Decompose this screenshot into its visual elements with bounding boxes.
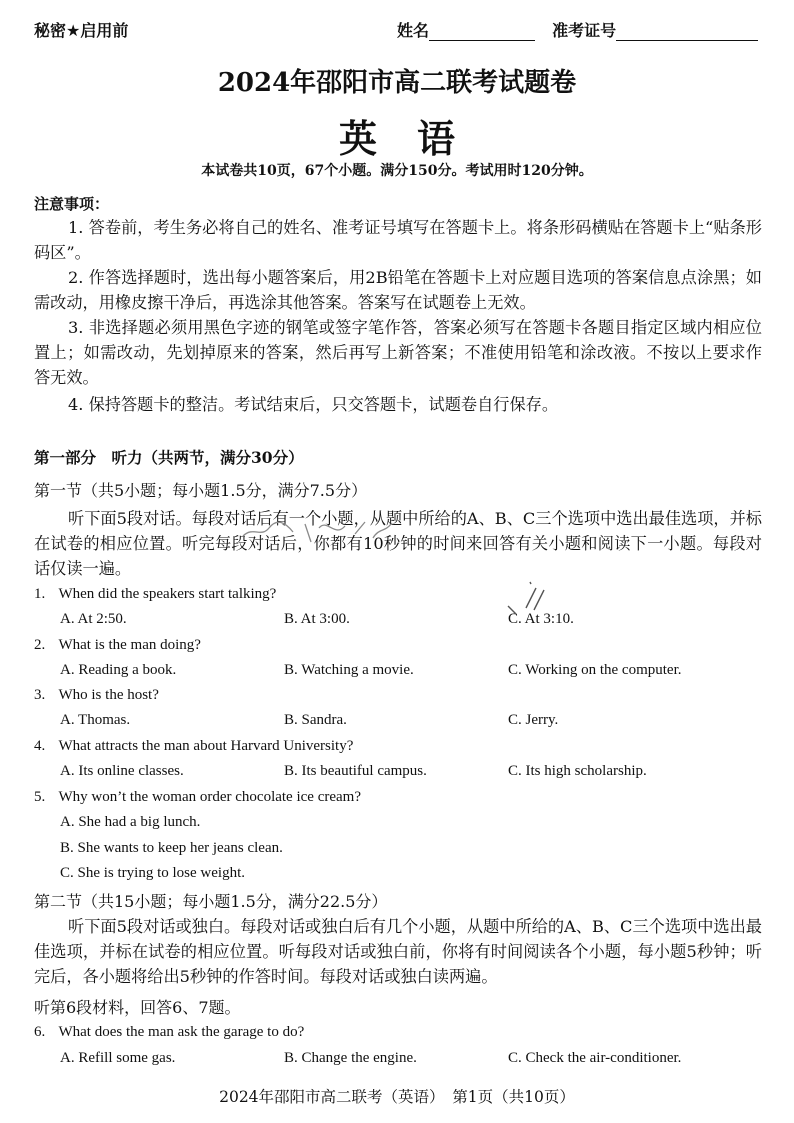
option-c[interactable]: C. Check the air-conditioner. [508,1050,682,1066]
question-number: 5. [34,789,46,805]
question-5 [34,789,361,806]
name-label: 姓名 [397,21,430,40]
option-c[interactable]: C. Jerry. [508,712,559,728]
page-footer: 2024年邵阳市高二联考（英语） 第1页（共10页） [219,1088,575,1106]
question-text: What does the man ask the garage to do? [58,1024,305,1040]
exam-info: 本试卷共10页，67个小题。满分150分。考试用时120分钟。 [201,163,593,179]
note-item: 1. 答卷前，考生务必将自己的姓名、准考证号填写在答题卡上。将条形码横贴在答题卡上“贴条形码区”。 [34,218,762,262]
note-item: 3. 非选择题必须用黑色字迹的钢笔或签字笔作答，答案必须写在答题卡各题目指定区域内相应位置上；如需改动，先划掉原来的答案，然后再写上新答案；不准使用铅笔和涂改液。不按以上要求作答无效。 [34,318,762,387]
material-6-label: 听第6段材料，回答6、7题。 [34,998,241,1017]
section2-instructions: 听下面5段对话或独白。每段对话或独白后有几个小题，从题中所给的A、B、C三个选项中选出最佳选项，并标在试卷的相应位置。听每段对话或独白前，你将有时间阅读各个小题，每小题5秒钟；听完后，各小题将给出5秒钟的作答时间。每段对话或独白读两遍。 [34,917,762,986]
question-1 [34,586,276,603]
question-number: 2. [34,637,46,653]
exam-id-label: 准考证号 [552,21,617,40]
exam-title: 2024年邵阳市高二联考试题卷 [217,68,577,98]
note-item: 2. 作答选择题时，选出每小题答案后，用2B铅笔在答题卡上对应题目选项的答案信息点涂黑；如需改动，用橡皮擦干净后，再选涂其他答案。答案写在试题卷上无效。 [34,268,762,312]
question-number: 1. [34,586,46,602]
question-number: 4. [34,738,46,754]
option-a[interactable]: A. She had a big lunch. [60,814,201,830]
option-b[interactable]: B. Its beautiful campus. [284,763,427,779]
question-4 [34,738,353,755]
option-a[interactable]: A. Its online classes. [60,763,184,779]
question-6 [34,1024,304,1041]
section2-heading: 第二节（共15小题；每小题1.5分，满分22.5分） [34,892,388,911]
question-2 [34,637,201,654]
option-a[interactable]: A. Refill some gas. [60,1050,176,1066]
notes-heading: 注意事项： [34,195,110,213]
option-b[interactable]: B. Watching a movie. [284,662,414,678]
candidate-info-fields [397,18,758,41]
question-text: Who is the host? [58,687,159,703]
option-b[interactable]: B. At 3:00. [284,611,350,627]
question-text: Why won’t the woman order chocolate ice cream? [58,789,361,805]
part1-heading: 第一部分 听力（共两节，满分30分） [34,448,304,467]
section1-heading: 第一节（共5小题；每小题1.5分，满分7.5分） [34,481,368,500]
name-field[interactable] [429,24,535,41]
option-a[interactable]: A. Reading a book. [60,662,177,678]
option-a[interactable]: A. At 2:50. [60,611,127,627]
option-c[interactable]: C. She is trying to lose weight. [60,865,245,881]
option-c[interactable]: C. At 3:10. [508,611,574,627]
question-text: When did the speakers start talking? [58,586,277,602]
question-text: What attracts the man about Harvard University? [58,738,354,754]
secret-label: 秘密★启用前 [34,21,129,40]
question-text: What is the man doing? [58,637,201,653]
option-b[interactable]: B. Sandra. [284,712,347,728]
option-a[interactable]: A. Thomas. [60,712,131,728]
note-item: 4. 保持答题卡的整洁。考试结束后，只交答题卡，试题卷自行保存。 [68,395,559,414]
option-c[interactable]: C. Its high scholarship. [508,763,647,779]
option-b[interactable]: B. She wants to keep her jeans clean. [60,840,283,856]
question-3 [34,687,159,704]
option-c[interactable]: C. Working on the computer. [508,662,682,678]
exam-id-field[interactable] [616,24,758,41]
subject-title: 英语 [338,116,495,161]
question-number: 6. [34,1024,46,1040]
option-b[interactable]: B. Change the engine. [284,1050,417,1066]
section1-instructions: 听下面5段对话。每段对话后有一个小题，从题中所给的A、B、C三个选项中选出最佳选项，并标在试卷的相应位置。听完每段对话后，你都有10秒钟的时间来回答有关小题和阅读下一小题。每段对话仅读一遍。 [34,509,762,578]
question-number: 3. [34,687,46,703]
